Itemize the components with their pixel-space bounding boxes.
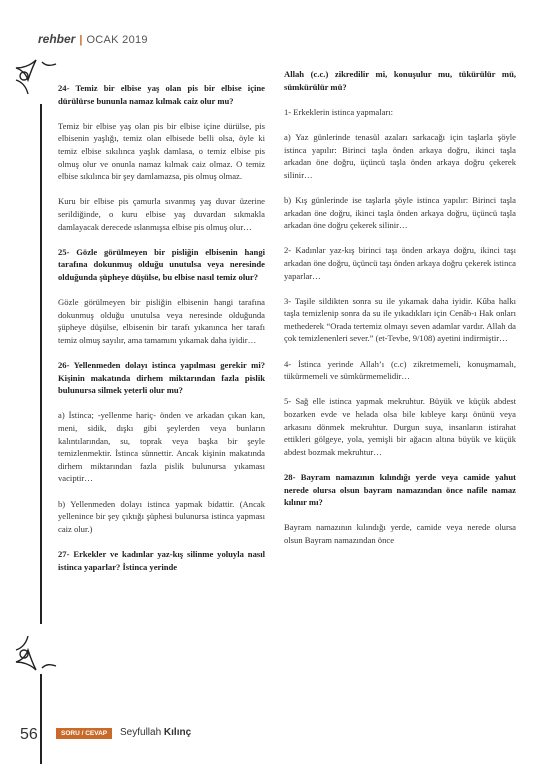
- magazine-brand: rehber: [38, 32, 76, 46]
- header-separator: |: [79, 34, 83, 46]
- answer-paragraph: 3- Taşile sildikten sonra su ile yıkamak daha iyidir. Kûba halkı taşla temizlenip sonra da su ile yıkadıkları için Cenâb-ı Hak onları methederek “Orada tertemiz olmayı seven adamlar vardır. Allah da çok temizlenenleri sever.” (et-Tevbe, 9/108) ayetini indirmiştir…: [284, 295, 516, 344]
- author-first-name: Seyfullah: [120, 727, 162, 738]
- left-margin-rule: [40, 104, 42, 624]
- author-name: [120, 727, 191, 738]
- question-28: 28- Bayram namazının kılındığı yerde veya camide yahut nerede olursa olsun bayram namazından önce nafile namaz kılınır mı?: [284, 472, 516, 508]
- corner-ornament-icon: [12, 626, 60, 674]
- question-27-continued: Allah (c.c.) zikredilir mi, konuşulur mu, tükürülür mü, sümkürülür mü?: [284, 69, 516, 92]
- question-24: 24- Temiz bir elbise yaş olan pis bir elbise içine dürülürse bununla namaz kılmak caiz olur mu?: [58, 83, 265, 106]
- answer-paragraph: Gözle görülmeyen bir pisliğin elbisenin hangi tarafına dokunmuş olduğu unutulsa veya neresinde olduğunda şüpheye düşülse, elbisenin bir tarafı yıkanınca her tarafı temiz olmuş sayılır, ama tamamını yıkamak daha iyidir…: [58, 297, 265, 345]
- answer-paragraph: 1- Erkeklerin istinca yapmaları:: [284, 106, 394, 117]
- question-27: 27- Erkekler ve kadınlar yaz-kış silinme yoluyla nasıl istinca yaparlar? İstinca yerinde: [58, 548, 265, 572]
- answer-paragraph: Temiz bir elbise yaş olan pis bir elbise içine dürülse, pis elbisenin yaşlığı, temiz olan elbisede belli olsa, öyle ki temiz elbise sıkılınca yaşlık damlasa, o temiz elbise pis olmuş olur ve onunla namaz kılmak caiz olmaz. O temiz elbise sıkılınca bir şey damlamazsa, pis olmuş olmaz.: [58, 120, 265, 182]
- question-26: 26- Yellenmeden dolayı istinca yapılması gerekir mi? Kişinin makatında dirhem miktarından fazla pislik bulunursa silmek yeterli olur mu?: [58, 360, 265, 396]
- left-margin-rule: [40, 674, 42, 764]
- answer-paragraph: a) Yaz günlerinde tenasül azaları sarkacağı için taşlarla şöyle istinca yapılır: Birinci taşla önden arkaya doğru, ikinci taşla arkadan öne doğru, üçüncü taşla önden arkaya doğru çekerek silinir…: [284, 131, 516, 180]
- answer-paragraph: a) İstinca; -yellenme hariç- önden ve arkadan çıkan kan, meni, sidik, dışkı gibi şeylerden veya bunların kalıntılarından, su, toprak veya başka bir şeyle temizlenmektir. İstinca sünnettir. Ancak kişinin makatında dirhem miktarından fazla pislik bulunursa yıkaması vaciptir…: [58, 410, 265, 484]
- page-number: 56: [20, 726, 38, 743]
- page-header: [38, 32, 148, 46]
- issue-date: OCAK 2019: [86, 34, 148, 46]
- answer-paragraph: 5- Sağ elle istinca yapmak mekruhtur. Büyük ve küçük abdest bozarken evde ve helada olsa bile kıbleye karşı önünü veya arkasını dönmek mekruhtur. Durgun suya, insanların istirahat ettikleri gölgeye, yola, yemişli bir ağacın altına büyük ve küçük abdest bozmak mekruhtur…: [284, 396, 516, 457]
- question-25: 25- Gözle görülmeyen bir pisliğin elbisenin hangi tarafına dokunmuş olduğu unutulsa veya neresinde olduğunda şüpheye düşülse, bu elbise nasıl temiz olur?: [58, 246, 265, 282]
- right-column: [284, 68, 516, 559]
- section-badge: SORU / CEVAP: [56, 728, 112, 739]
- author-last-name: Kılınç: [163, 727, 192, 738]
- answer-paragraph: 2- Kadınlar yaz-kış birinci taşı önden arkaya doğru, ikinci taşı arkadan öne doğru, üçüncü taşı önden arkaya doğru çekerek istinca yaparlar…: [284, 245, 516, 281]
- answer-paragraph: Kuru bir elbise pis çamurla sıvanmış yaş duvar üzerine serildiğinde, o kuru elbise yaş duvardan sıkmakla damlayacak derecede ıslanmışsa elbise pis olmuş olur…: [58, 196, 265, 232]
- answer-paragraph: Bayram namazının kılındığı yerde, camide veya nerede olursa olsun Bayram namazından önce: [284, 522, 516, 545]
- answer-paragraph: b) Yellenmeden dolayı istinca yapmak bidattir. (Ancak yellenince bir şey çıktığı şüphesi bulunursa istinca yapması caiz olur.): [58, 498, 265, 534]
- left-column: [58, 82, 265, 586]
- answer-paragraph: b) Kış günlerinde ise taşlarla şöyle istinca yapılır: Birinci taşla arkadan öne doğru, ikinci taşla önden arkaya doğru, üçüncü taşla arkadan öne doğru çekerek silinir…: [284, 194, 516, 231]
- corner-ornament-icon: [12, 56, 60, 104]
- answer-paragraph: 4- İstinca yerinde Allah’ı (c.c) zikretmemeli, konuşmamalı, tükürmemeli ve sümkürmemelidir…: [284, 358, 516, 382]
